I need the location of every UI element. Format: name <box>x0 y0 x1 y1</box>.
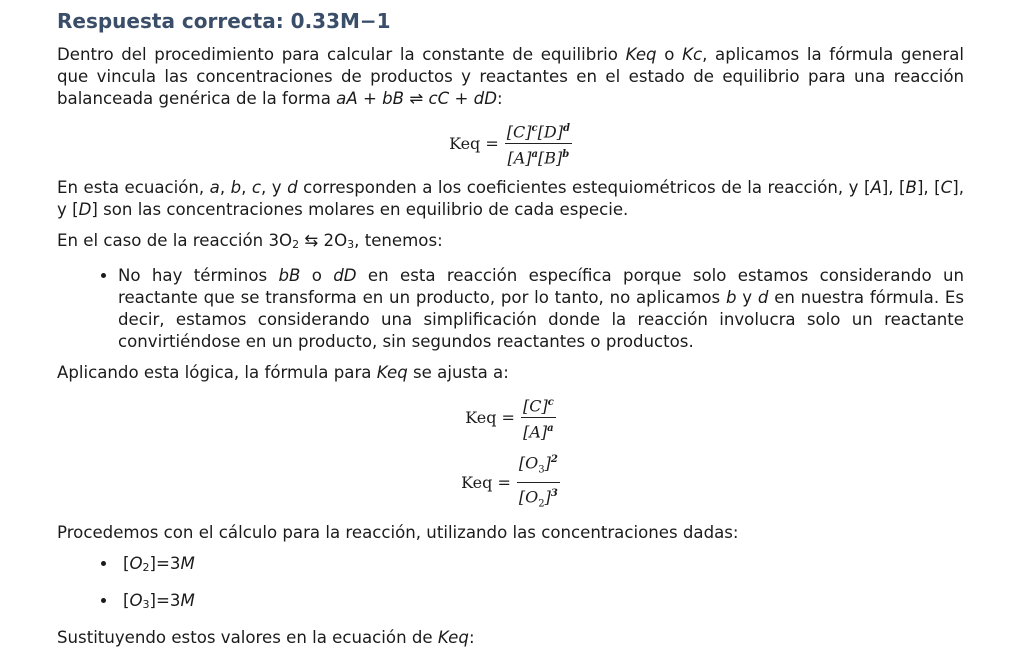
list-item: • $[O_2]=3M$ <box>118 553 964 579</box>
formula-lhs: Keq = <box>465 407 515 427</box>
formula-denominator: $[A]^a[B]^b$ <box>507 148 570 168</box>
procedure-paragraph: Procedemos con el cálculo para la reacción, utilizando las concentraciones dadas: <box>57 523 739 543</box>
formula-denominator: $[A]^a$ <box>523 422 554 442</box>
general-keq-formula <box>57 119 964 169</box>
formula-denominator: $[O_2]^3$ <box>518 487 558 510</box>
intro-text: Dentro del procedimiento para calcular la constante de equilibrio <box>57 45 626 64</box>
reaction-paragraph: En el caso de la reacción $3O_2$ ⇆ $2O_3$, tenemos: <box>57 230 443 251</box>
list-item: • $[O_3]=3M$ <box>118 590 964 616</box>
keq-term: Keq <box>625 45 657 64</box>
kc-term: Kc <box>682 45 703 64</box>
ozone-keq-formula <box>57 450 964 514</box>
formula-numerator: $[C]^c[D]^d$ <box>505 119 572 144</box>
generic-reaction: aA + bB ⇌ cC + dD <box>336 89 497 108</box>
explanation-list <box>57 265 964 353</box>
formula-numerator: $[C]^c$ <box>521 393 556 418</box>
formula-lhs: Keq = <box>461 472 511 492</box>
formula-numerator: $[O_3]^2$ <box>517 450 560 483</box>
intro-text: , aplicamos la fórmula general que vincula las concentraciones de productos y reactantes en el estado de equilibrio para una reacción balanceada genérica de la forma <box>57 45 964 108</box>
intro-text: o <box>656 45 683 64</box>
formula-lhs: Keq = <box>449 134 499 154</box>
simplified-keq-formula <box>57 393 964 443</box>
answer-title: Respuesta correcta: 0.33M−1 <box>57 9 391 33</box>
concentration-list <box>57 553 964 616</box>
intro-paragraph <box>57 44 964 110</box>
coefficients-paragraph: En esta ecuación, a, b, c, y d corresponden a los coeficientes estequiométricos de la reacción, y [A], [B], [C], y [D] son las concentraciones molares en equilibrio de cada especie. <box>57 177 964 219</box>
list-item: • No hay términos bB o dD en esta reacción específica porque solo estamos considerando un reactante que se transforma en un producto, por lo tanto, no aplicamos b y d en nuestra fórmula. Es decir, estamos considerando una simplificación donde la reacción involucra solo un reactante convirtiéndose en un producto, sin segundos reactantes o productos. <box>118 265 964 353</box>
logic-paragraph: Aplicando esta lógica, la fórmula para Keq se ajusta a: <box>57 362 509 382</box>
intro-text: : <box>496 89 503 108</box>
substitution-paragraph: Sustituyendo estos valores en la ecuación de Keq: <box>57 628 475 648</box>
